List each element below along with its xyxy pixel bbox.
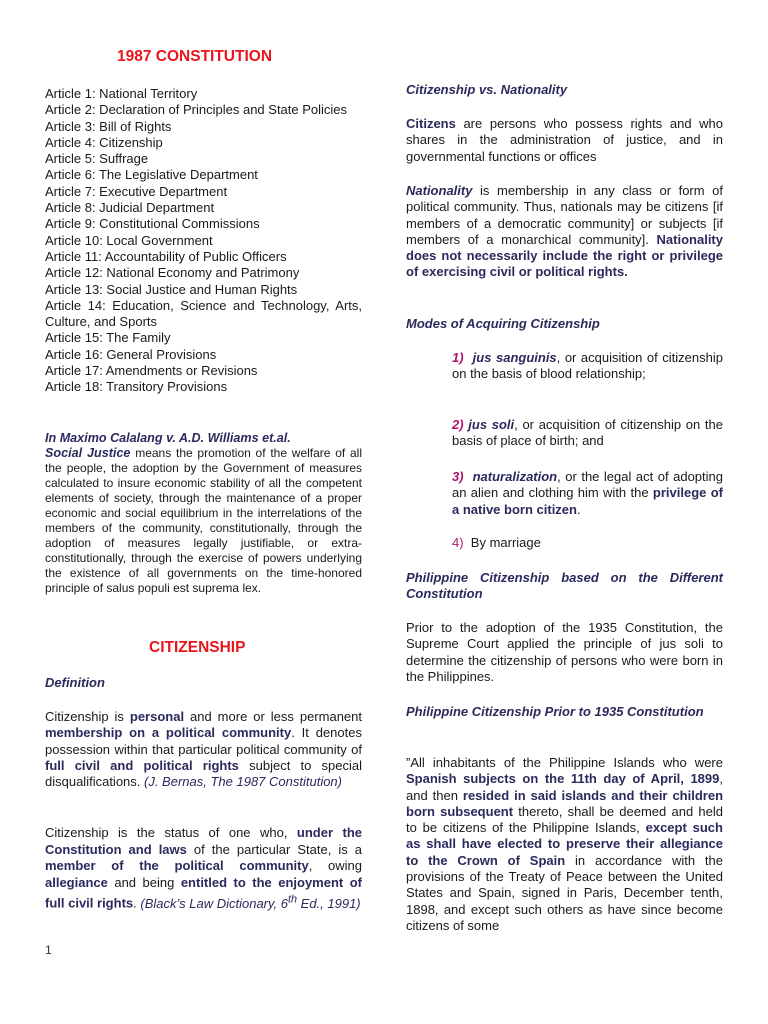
inhabitants-quote [406,755,723,934]
article-item: Article 1: National Territory [45,86,198,101]
mode-item-4 [452,535,723,551]
ph-citizenship-heading: Philippine Citizenship based on the Different Constitution [406,570,723,602]
mode-item-3 [452,469,723,518]
prior-paragraph: Prior to the adoption of the 1935 Constitution, the Supreme Court applied the principle of jus soli to determine the citizenship of persons who were born in the Philippines. [406,620,723,684]
quote-g: in accordance with the provisions of the Treaty of Peace between the United States and Spain, signed in Paris, December tenth, 1898, and except such others as have since become citizens of some [406,852,724,933]
def2-text-e: , owing [308,858,362,874]
social-justice-text: means the promotion of the welfare of all the people, the adoption by the Government of measures calculated to insure economic stability of all the competent elements of society, through the maintenance of a proper economic and social equilibrium in the interrelations of the members of the community, constitutionally, through the adoption of measures legally justifiable, or extra-constitutionally, through the exercise of powers underlying the existence of all governments on the time-honored principle of salus populi est suprema lex. [45,446,363,595]
article-item: Article 4: Citizenship [45,134,163,150]
mode2-number: 2) [452,417,464,432]
def2-cite-sup: th [288,893,298,906]
def2-text-c: of the particular State, is a [186,841,362,857]
article-item: Article 3: Bill of Rights [45,118,172,134]
maximo-heading: In Maximo Calalang v. A.D. Williams et.al. [45,431,291,445]
article-item: Article 9: Constitutional Commissions [45,216,260,232]
article-item: Article 14: Education, Science and Technology, Arts, Culture, and Sports [45,297,362,330]
def2-text-g: and being [107,874,181,890]
mode2-text: , or acquisition of citizenship on the basis of place of birth; and [452,417,723,449]
def1-rights: full civil and political rights [45,757,239,773]
def1-text-g: subject to special disqualifications. [45,757,363,790]
page-number: 1 [45,943,52,957]
def2-citation [140,893,361,911]
mode3-text: , or the legal act of adopting an alien and clothing him with the [452,469,723,501]
mode2-term: jus soli [468,417,515,432]
mode1-text: , or acquisition of citizenship on the basis of blood relationship; [452,350,723,382]
nationality-text: is membership in any class or form of political community. Thus, nationals may be citizens [if members of a democratic community] or subjects [if members of a monarchical community]. [406,183,723,247]
constitution-title: 1987 CONSTITUTION [117,48,273,65]
modes-heading: Modes of Acquiring Citizenship [406,316,600,331]
article-item: Article 18: Transitory Provisions [45,379,228,395]
article-item: Article 13: Social Justice and Human Rights [45,281,298,297]
def1-membership: membership on a political community [45,725,292,741]
article-item: Article 15: The Family [45,330,171,346]
quote-b: Spanish subjects on the 11th day of April, 1899 [406,771,720,787]
definition-paragraph-2 [45,825,362,912]
article-item: Article 7: Executive Department [45,183,228,199]
def2-entitled: entitled to the enjoyment of full civil rights [45,874,362,911]
quote-e: thereto, shall be deemed and held to be citizens of the Philippine Islands, [406,803,724,836]
mode3-number: 3) [452,469,464,484]
citizens-term: Citizens [406,116,456,131]
def2-text-a: Citizenship is the status of one who, [45,825,297,840]
article-item: Article 10: Local Government [45,232,213,248]
article-item: Article 2: Declaration of Principles and State Policies [45,102,348,118]
def2-allegiance: allegiance [45,874,108,890]
definition-paragraph-1 [45,709,362,790]
nationality-term: Nationality [406,183,473,198]
mode4-number: 4) [452,535,464,550]
maximo-paragraph [45,431,362,596]
nationality-paragraph [406,183,723,281]
def2-cite-1: (Black’s Law Dictionary, 6 [140,895,288,911]
def1-text-e: . It denotes possession within that particular political community of [45,725,362,757]
mode1-term: jus sanguinis [472,350,557,365]
mode4-text: By marriage [470,535,541,550]
social-justice-term: Social Justice [45,446,131,460]
quote-d: resided in said islands and their children born subsequent [406,787,724,819]
article-item: Article 16: General Provisions [45,346,217,362]
mode-item-1 [452,350,723,383]
citizenship-title: CITIZENSHIP [149,639,246,656]
article-item: Article 12: National Economy and Patrimony [45,265,300,281]
citizens-paragraph [406,116,723,165]
prior-1935-heading: Philippine Citizenship Prior to 1935 Constitution [406,704,704,719]
def2-text-i: . [133,895,141,911]
article-item: Article 17: Amendments or Revisions [45,363,258,379]
mode3-bold: privilege of a native born citizen [452,485,723,517]
article-item: Article 6: The Legislative Department [45,167,258,183]
article-item: Article 11: Accountability of Public Officers [45,248,287,264]
quote-c: , and then [406,771,723,803]
article-item: Article 8: Judicial Department [45,200,215,216]
quote-f: except such as shall have elected to preserve their allegiance to the Crown of Spain [406,820,723,868]
mode3-term: naturalization [472,469,558,484]
def2-member: member of the political community [45,858,309,874]
quote-a: ”All inhabitants of the Philippine Islands who were [406,755,723,770]
def2-constitution-laws: under the Constitution and laws [45,825,362,857]
articles-list [45,86,362,396]
def1-text-c: and more or less permanent [184,709,362,724]
mode1-number: 1) [452,350,464,365]
def1-citation: (J. Bernas, The 1987 Constitution) [144,774,342,790]
def1-personal: personal [129,709,185,724]
citizenship-vs-nationality-heading: Citizenship vs. Nationality [406,82,568,97]
def1-text-a: Citizenship is [45,709,130,724]
citizens-text: are persons who possess rights and who shares in the administration of justice, and in governmental functions or offices [406,116,723,164]
article-item: Article 5: Suffrage [45,151,149,167]
mode3-end: . [576,501,581,517]
nationality-bold-text: Nationality does not necessarily include the right or privilege of exercising civil or political rights. [406,231,723,280]
mode-item-2 [452,417,723,450]
definition-heading: Definition [45,675,105,690]
def2-cite-2: Ed., 1991) [297,895,361,911]
